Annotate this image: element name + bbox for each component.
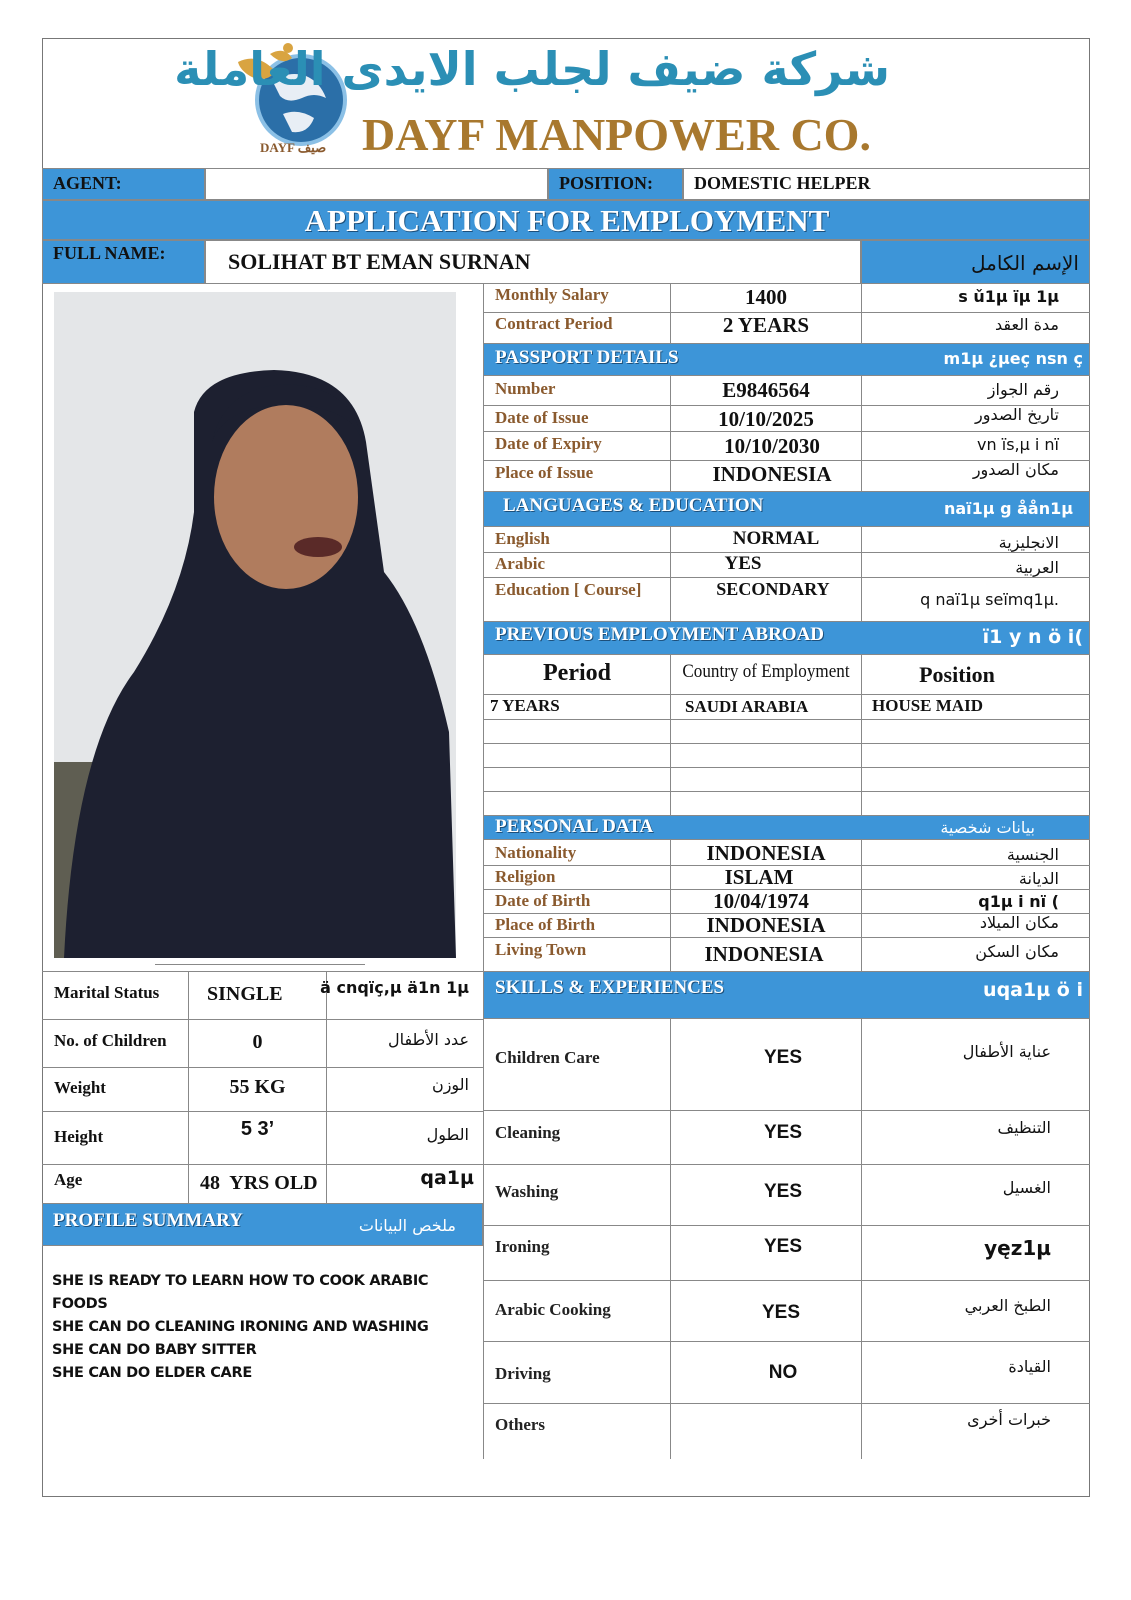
skills-header-arabic: uqa1µ ö i bbox=[983, 979, 1083, 1001]
title-bar bbox=[42, 200, 1090, 240]
grid-h bbox=[483, 719, 1090, 720]
age-label: Age bbox=[54, 1170, 83, 1189]
cleaning-label: Cleaning bbox=[495, 1123, 561, 1142]
profile-line: SHE CAN DO BABY SITTER bbox=[52, 1342, 257, 1358]
country-column-header: Country of Employment bbox=[682, 661, 850, 682]
children-count-value: 0 bbox=[252, 1031, 263, 1053]
place-of-birth-label: Place of Birth bbox=[495, 915, 596, 934]
weight-value: 55 KG bbox=[229, 1076, 286, 1098]
others-arabic: خبرات أخرى bbox=[967, 1410, 1051, 1429]
position-value: DOMESTIC HELPER bbox=[694, 173, 871, 193]
grid-v bbox=[326, 971, 327, 1203]
age-value: 48 YRS OLD bbox=[200, 1172, 318, 1194]
previous-employment-header-label: PREVIOUS EMPLOYMENT ABROAD bbox=[495, 624, 825, 645]
living-town-label: Living Town bbox=[495, 940, 587, 959]
passport-header bbox=[483, 343, 1090, 376]
date-of-issue-label: Date of Issue bbox=[495, 408, 589, 427]
arabic-cooking-value: YES bbox=[761, 1302, 801, 1323]
profile-summary-text bbox=[52, 1270, 480, 1385]
grid-h bbox=[42, 1111, 483, 1112]
place-of-birth-value: INDONESIA bbox=[706, 913, 826, 937]
company-name-english: DAYF MANPOWER CO. bbox=[362, 109, 871, 160]
contract-period-label: Contract Period bbox=[495, 314, 613, 333]
nationality-arabic: الجنسية bbox=[1006, 845, 1059, 864]
marital-status-label: Marital Status bbox=[54, 983, 160, 1002]
languages-header bbox=[483, 491, 1090, 527]
profile-summary-header-arabic: ملخص البيانات bbox=[358, 1216, 456, 1235]
date-of-expiry-label: Date of Expiry bbox=[495, 434, 602, 453]
full-name-label: FULL NAME: bbox=[53, 243, 166, 263]
weight-arabic: الوزن bbox=[431, 1075, 469, 1094]
marital-status-arabic: ä cnqïç,µ ä1n 1µ bbox=[320, 978, 469, 997]
passport-number-arabic: رقم الجواز bbox=[987, 380, 1059, 399]
contract-period-value: 2 YEARS bbox=[722, 313, 810, 337]
profile-line: SHE IS READY TO LEARN HOW TO COOK ARABIC FOODS bbox=[52, 1273, 429, 1312]
applicant-photo bbox=[54, 292, 456, 958]
languages-header-label: LANGUAGES & EDUCATION bbox=[503, 495, 764, 516]
grid-h bbox=[42, 971, 483, 972]
children-care-label: Children Care bbox=[495, 1048, 600, 1067]
grid-h bbox=[483, 1341, 1090, 1342]
passport-number-label: Number bbox=[495, 379, 556, 398]
profile-line: SHE CAN DO CLEANING IRONING AND WASHING bbox=[52, 1319, 429, 1335]
position-value-cell bbox=[683, 168, 1090, 200]
driving-label: Driving bbox=[495, 1364, 551, 1383]
personal-data-header bbox=[483, 815, 1090, 840]
position-column-header: Position bbox=[919, 662, 995, 687]
profile-summary-header bbox=[42, 1203, 483, 1246]
full-name-label-cell bbox=[42, 240, 205, 284]
education-arabic: .q naï1µ seïmq1µ bbox=[920, 590, 1059, 609]
date-of-birth-label: Date of Birth bbox=[495, 891, 591, 910]
driving-value: NO bbox=[768, 1362, 798, 1383]
place-of-issue-value: INDONESIA bbox=[712, 462, 832, 486]
date-of-expiry-arabic: vn ïs,µ i nï bbox=[977, 435, 1059, 454]
nationality-value: INDONESIA bbox=[706, 841, 826, 865]
date-of-birth-arabic: ) q1µ i nï bbox=[978, 892, 1059, 911]
photo-underline bbox=[155, 964, 365, 965]
marital-status-value: SINGLE bbox=[207, 983, 283, 1005]
religion-value: ISLAM bbox=[724, 865, 794, 889]
living-town-value: INDONESIA bbox=[704, 942, 824, 966]
employment-period-value: 7 YEARS bbox=[490, 696, 560, 715]
monthly-salary-value: 1400 bbox=[745, 285, 787, 309]
grid-h bbox=[483, 743, 1090, 744]
height-value: 5 3’ bbox=[240, 1118, 275, 1140]
arabic-value: YES bbox=[724, 553, 762, 574]
date-of-issue-value: 10/10/2025 bbox=[718, 407, 814, 431]
ironing-value: YES bbox=[763, 1236, 803, 1257]
english-arabic: الانجليزية bbox=[998, 533, 1059, 552]
english-label: English bbox=[495, 529, 550, 548]
education-label: Education [ Course] bbox=[495, 580, 642, 599]
arabic-label: Arabic bbox=[495, 554, 546, 573]
weight-label: Weight bbox=[54, 1078, 106, 1097]
height-label: Height bbox=[54, 1127, 104, 1146]
grid-h bbox=[483, 1403, 1090, 1404]
date-of-birth-value: 10/04/1974 bbox=[713, 889, 809, 913]
full-name-arabic-cell bbox=[861, 240, 1090, 284]
children-care-value: YES bbox=[763, 1047, 803, 1068]
contract-period-arabic: مدة العقد bbox=[995, 315, 1059, 334]
personal-data-header-arabic: بيانات شخصية bbox=[940, 818, 1035, 837]
driving-arabic: القيادة bbox=[1008, 1357, 1051, 1376]
washing-value: YES bbox=[763, 1181, 803, 1202]
arabic-arabic: العربية bbox=[1015, 558, 1059, 577]
position-label: POSITION: bbox=[559, 173, 654, 193]
cleaning-value: YES bbox=[763, 1122, 803, 1143]
place-of-issue-arabic: مكان الصدور bbox=[972, 460, 1059, 479]
monthly-salary-arabic: s ǔ1µ ïµ 1µ bbox=[958, 287, 1059, 306]
profile-summary-header-label: PROFILE SUMMARY bbox=[53, 1210, 243, 1231]
passport-header-arabic: m1µ ¿µeç nsn ç bbox=[943, 349, 1083, 368]
skills-header-label: SKILLS & EXPERIENCES bbox=[495, 977, 725, 998]
religion-label: Religion bbox=[495, 867, 556, 886]
agent-value bbox=[205, 168, 548, 200]
grid-h bbox=[483, 1225, 1090, 1226]
religion-arabic: الديانة bbox=[1018, 869, 1059, 888]
date-of-expiry-value: 10/10/2030 bbox=[724, 434, 820, 458]
agent-label: AGENT: bbox=[53, 173, 122, 193]
others-label: Others bbox=[495, 1415, 546, 1434]
height-arabic: الطول bbox=[426, 1125, 469, 1144]
children-care-arabic: عناية الأطفال bbox=[962, 1042, 1051, 1061]
education-value: SECONDARY bbox=[716, 579, 830, 599]
company-name-arabic: شركة ضيف لجلب الايدى العاملة bbox=[174, 42, 890, 96]
previous-employment-header-arabic: )ï1 y n ö i bbox=[982, 626, 1083, 648]
full-name-value: SOLIHAT BT EMAN SURNAN bbox=[228, 249, 531, 274]
employment-country-value: SAUDI ARABIA bbox=[685, 697, 809, 716]
washing-arabic: الغسيل bbox=[1002, 1178, 1051, 1197]
full-name-arabic: الإسم الكامل bbox=[970, 251, 1079, 275]
nationality-label: Nationality bbox=[495, 843, 577, 862]
grid-h bbox=[42, 1164, 483, 1165]
ironing-label: Ironing bbox=[495, 1237, 550, 1256]
grid-h bbox=[483, 1280, 1090, 1281]
washing-label: Washing bbox=[495, 1182, 559, 1201]
logo-caption: DAYF صيف bbox=[260, 140, 327, 155]
place-of-birth-arabic: مكان الميلاد bbox=[979, 913, 1059, 932]
age-arabic: qa1µ bbox=[420, 1167, 474, 1189]
grid-h bbox=[483, 577, 1090, 578]
full-name-value-cell bbox=[205, 240, 861, 284]
passport-header-label: PASSPORT DETAILS bbox=[495, 347, 679, 368]
children-count-label: No. of Children bbox=[54, 1031, 167, 1050]
grid-h bbox=[483, 694, 1090, 695]
grid-h bbox=[42, 1067, 483, 1068]
date-of-issue-arabic: تاريخ الصدور bbox=[975, 405, 1059, 424]
agent-label-cell bbox=[42, 168, 205, 200]
arabic-cooking-arabic: الطبخ العربي bbox=[964, 1296, 1051, 1315]
page-title: APPLICATION FOR EMPLOYMENT bbox=[304, 203, 830, 238]
personal-data-header-label: PERSONAL DATA bbox=[495, 816, 654, 837]
grid-h bbox=[483, 791, 1090, 792]
children-count-arabic: عدد الأطفال bbox=[387, 1030, 469, 1049]
monthly-salary-label: Monthly Salary bbox=[495, 285, 609, 304]
period-column-header: Period bbox=[543, 660, 611, 686]
place-of-issue-label: Place of Issue bbox=[495, 463, 594, 482]
arabic-cooking-label: Arabic Cooking bbox=[495, 1300, 611, 1319]
grid-h bbox=[483, 1110, 1090, 1111]
skills-header bbox=[483, 971, 1090, 1019]
employment-position-value: HOUSE MAID bbox=[872, 696, 983, 715]
grid-h bbox=[42, 1019, 483, 1020]
grid-h bbox=[483, 1164, 1090, 1165]
cleaning-arabic: التنظيف bbox=[997, 1118, 1051, 1137]
passport-number-value: E9846564 bbox=[722, 378, 810, 402]
living-town-arabic: مكان السكن bbox=[975, 942, 1059, 961]
previous-employment-header bbox=[483, 621, 1090, 655]
ironing-arabic: yęz1µ bbox=[984, 1236, 1051, 1260]
languages-header-arabic: naï1µ g åån1µ bbox=[943, 499, 1073, 518]
profile-line: SHE CAN DO ELDER CARE bbox=[52, 1365, 252, 1381]
position-label-cell bbox=[548, 168, 683, 200]
english-value: NORMAL bbox=[732, 528, 820, 549]
grid-h bbox=[483, 767, 1090, 768]
